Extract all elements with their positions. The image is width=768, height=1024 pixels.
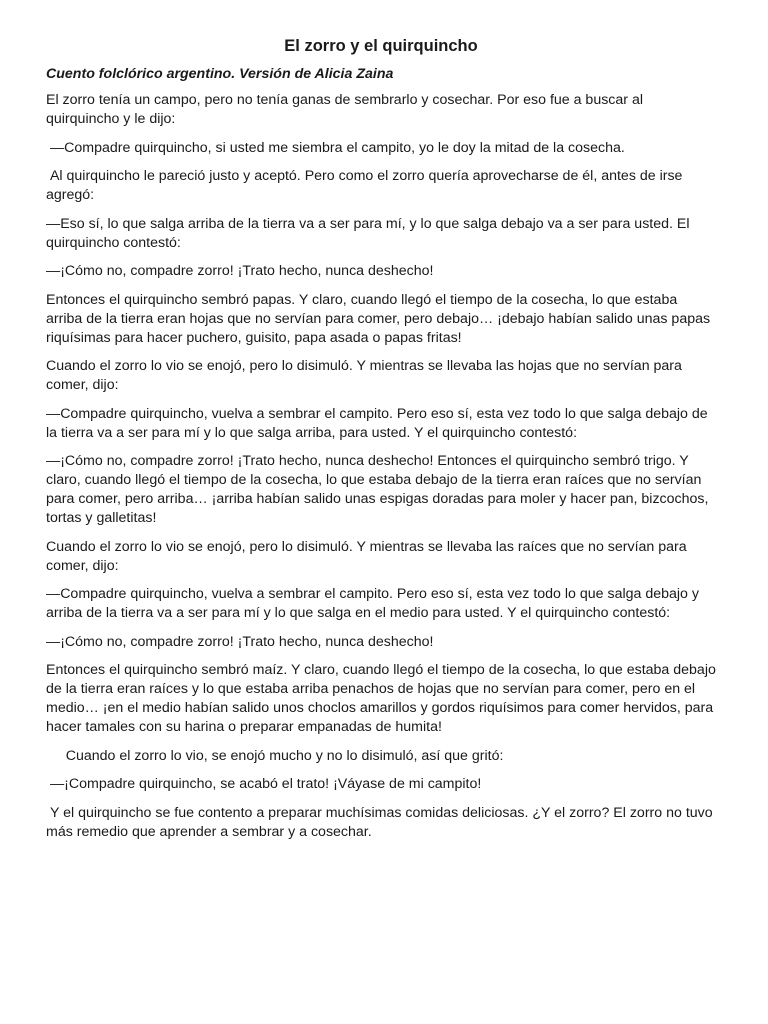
paragraph: —Compadre quirquincho, vuelva a sembrar el campito. Pero eso sí, esta vez todo lo que salga debajo y arriba de la tierra va a ser para mí y lo que salga en el medio para usted. Y el quirquincho contestó:	[46, 586, 703, 621]
paragraph: Entonces el quirquincho sembró maíz. Y claro, cuando llegó el tiempo de la cosecha, lo que estaba debajo de la tierra eran raíces y lo que estaba arriba penachos de hojas que no servían para comer, pero en el medio… ¡en el medio habían salido unos choclos amarillos y gordos riquísimos para comer hervidos, para hacer tamales con su harina o preparar empanadas de humita!	[46, 662, 720, 735]
paragraph: Cuando el zorro lo vio se enojó, pero lo disimuló. Y mientras se llevaba las hojas que no servían para comer, dijo:	[46, 358, 686, 393]
story-body	[46, 91, 720, 842]
paragraph: Cuando el zorro lo vio se enojó, pero lo disimuló. Y mientras se llevaba las raíces que no servían para comer, dijo:	[46, 538, 691, 574]
paragraph: El zorro tenía un campo, pero no tenía ganas de sembrarlo y cosechar. Por eso fue a buscar al quirquincho y le dijo:	[46, 92, 647, 127]
paragraph: Entonces el quirquincho sembró papas. Y claro, cuando llegó el tiempo de la cosecha, lo que estaba arriba de la tierra eran hojas que no servían para comer, pero debajo… ¡debajo habían salido unas papas riquísimas para hacer puchero, guisito, papa asada o papas fritas!	[46, 291, 715, 346]
paragraph: —¡Compadre quirquincho, se acabó el trato! ¡Váyase de mi campito!	[46, 776, 482, 792]
paragraph: —Eso sí, lo que salga arriba de la tierra va a ser para mí, y lo que salga debajo va a ser para usted. El quirquincho contestó:	[46, 215, 694, 251]
document-subtitle: Cuento folclórico argentino. Versión de Alicia Zaina	[46, 66, 394, 82]
paragraph: —¡Cómo no, compadre zorro! ¡Trato hecho, nunca deshecho! Entonces el quirquincho sembró trigo. Y claro, cuando llegó el tiempo de la cosecha, lo que estaba debajo de la tierra eran raíces que no servían para comer, pero arriba… ¡arriba habían salido unas espigas doradas para moler y hacer pan, bizcochos, tortas y galletitas!	[46, 453, 713, 526]
paragraph: —Compadre quirquincho, si usted me siembra el campito, yo le doy la mitad de la cosecha.	[46, 139, 625, 156]
paragraph: Y el quirquincho se fue contento a preparar muchísimas comidas deliciosas. ¿Y el zorro? El zorro no tuvo más remedio que aprender a sembrar y a cosechar.	[46, 804, 717, 840]
paragraph: —Compadre quirquincho, vuelva a sembrar el campito. Pero eso sí, esta vez todo lo que salga debajo de la tierra va a ser para mí y lo que salga arriba, para usted. Y el quirquincho contestó:	[46, 405, 712, 441]
paragraph: Al quirquincho le pareció justo y aceptó. Pero como el zorro quería aprovecharse de él, antes de irse agregó:	[46, 168, 687, 203]
paragraph: —¡Cómo no, compadre zorro! ¡Trato hecho, nunca deshecho!	[46, 633, 434, 650]
document-title: El zorro y el quirquincho	[284, 37, 478, 55]
paragraph: Cuando el zorro lo vio, se enojó mucho y no lo disimuló, así que gritó:	[46, 747, 504, 764]
paragraph: —¡Cómo no, compadre zorro! ¡Trato hecho, nunca deshecho!	[46, 263, 434, 279]
